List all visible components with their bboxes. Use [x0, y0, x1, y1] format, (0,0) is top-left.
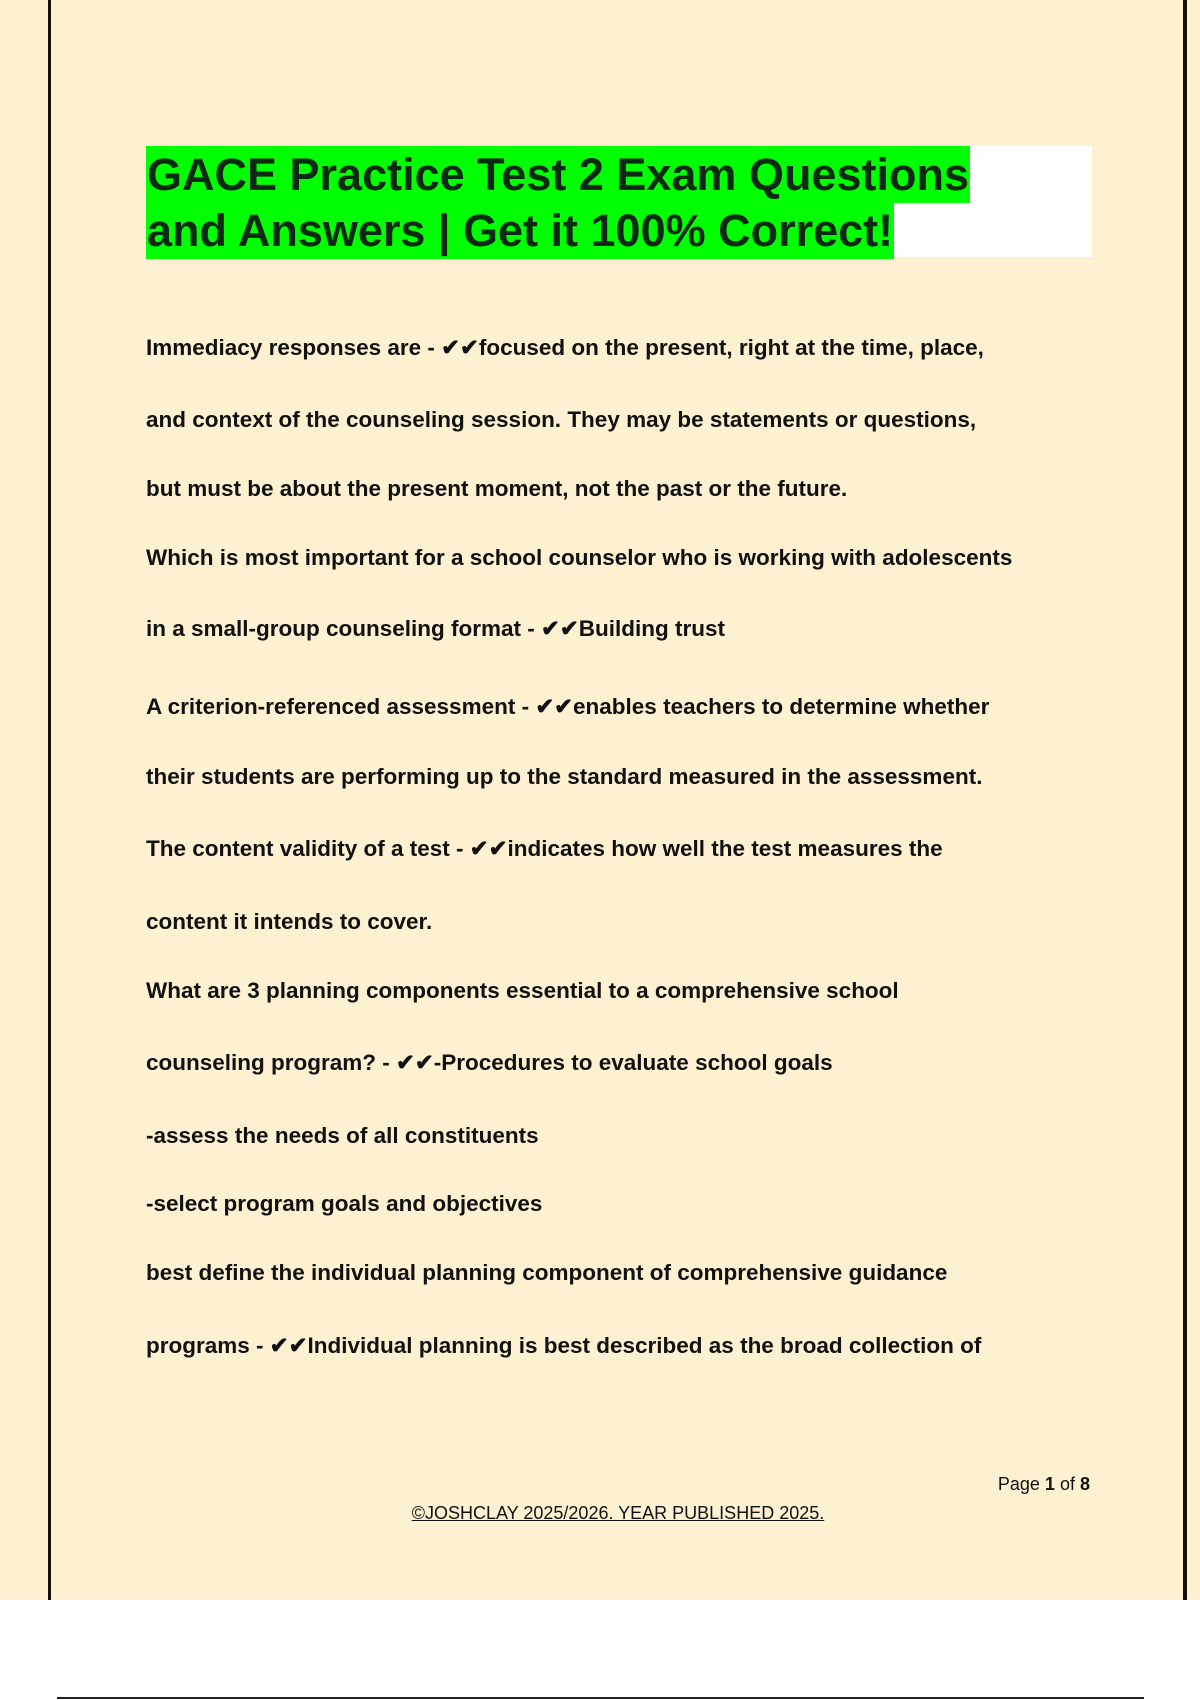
page-border-left	[48, 0, 51, 1600]
page-number	[900, 1472, 1090, 1496]
text-line: -select program goals and objectives	[146, 1191, 543, 1216]
text-line: -assess the needs of all constituents	[146, 1123, 539, 1148]
bottom-divider	[57, 1697, 1144, 1699]
text-line: programs - ✔✔Individual planning is best described as the broad collection of	[146, 1333, 982, 1358]
page-title-line-2: and Answers | Get it 100% Correct!	[146, 202, 894, 259]
text-line: The content validity of a test - ✔✔indicates how well the test measures the	[146, 836, 943, 861]
text-line: and context of the counseling session. They may be statements or questions,	[146, 407, 977, 432]
page-number-separator: of	[1059, 1474, 1075, 1494]
page-number-label: Page	[997, 1474, 1040, 1494]
text-line: content it intends to cover.	[146, 909, 433, 934]
page-number-current: 1	[1044, 1474, 1055, 1494]
text-line: best define the individual planning component of comprehensive guidance	[146, 1260, 948, 1285]
text-line: What are 3 planning components essential to a comprehensive school	[146, 978, 899, 1003]
copyright-footer: ©JOSHCLAY 2025/2026. YEAR PUBLISHED 2025.	[411, 1503, 825, 1523]
text-line: in a small-group counseling format - ✔✔Building trust	[146, 616, 725, 641]
page-number-total: 8	[1079, 1474, 1090, 1494]
text-line: Immediacy responses are - ✔✔focused on the present, right at the time, place,	[146, 335, 984, 360]
text-line: A criterion-referenced assessment - ✔✔enables teachers to determine whether	[146, 694, 990, 719]
text-line: their students are performing up to the standard measured in the assessment.	[146, 764, 983, 789]
text-line: counseling program? - ✔✔-Procedures to evaluate school goals	[146, 1050, 833, 1075]
page-title-line-1: GACE Practice Test 2 Exam Questions	[146, 146, 970, 203]
page-border-right	[1183, 0, 1187, 1600]
text-line: but must be about the present moment, not the past or the future.	[146, 476, 848, 501]
text-line: Which is most important for a school counselor who is working with adolescents	[146, 545, 1013, 570]
